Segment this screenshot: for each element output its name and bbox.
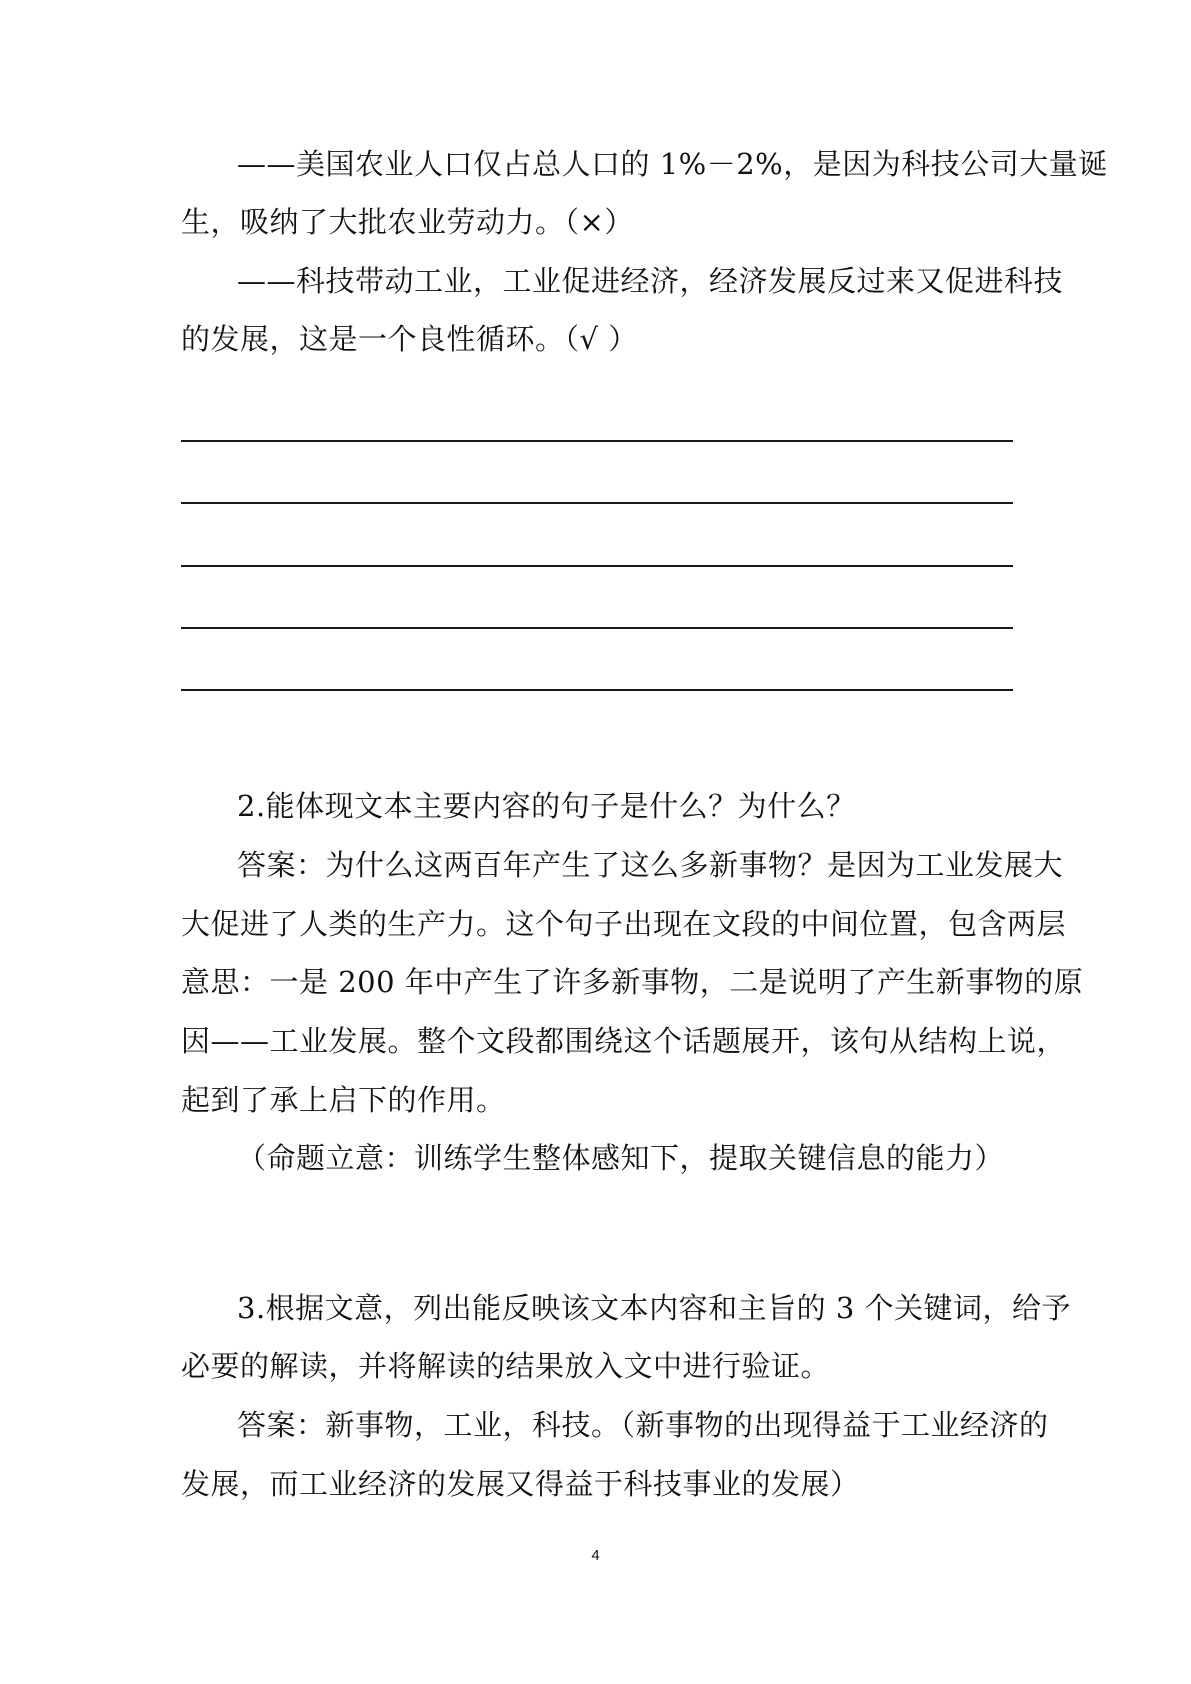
question-2: 2.能体现文本主要内容的句子是什么？为什么？: [237, 789, 856, 823]
question-3-answer-line-1: 答案：新事物，工业，科技。（新事物的出现得益于工业经济的: [237, 1408, 1049, 1442]
bullet-1-line-2: 生，吸纳了大批农业劳动力。（×）: [181, 205, 634, 239]
question-2-note: （命题立意：训练学生整体感知下，提取关键信息的能力）: [237, 1141, 1005, 1175]
answer-rule: [181, 627, 1013, 629]
bullet-2-line-1: ——科技带动工业，工业促进经济，经济发展反过来又促进科技: [237, 264, 1064, 298]
bullet-2-line-2: 的发展，这是一个良性循环。（√ ）: [181, 322, 638, 356]
answer-rule: [181, 502, 1013, 504]
bullet-1-line-1: ——美国农业人口仅占总人口的 1%－2%，是因为科技公司大量诞: [237, 147, 1108, 181]
answer-rule: [181, 689, 1013, 691]
answer-rule: [181, 565, 1013, 567]
question-2-answer-line-3: 意思：一是 200 年中产生了许多新事物，二是说明了产生新事物的原: [181, 965, 1084, 999]
question-3-answer-line-2: 发展，而工业经济的发展又得益于科技事业的发展）: [181, 1467, 860, 1501]
question-3-line-1: 3.根据文意，列出能反映该文本内容和主旨的 3 个关键词，给予: [237, 1291, 1072, 1325]
page-number: 4: [591, 1547, 600, 1564]
answer-rule: [181, 440, 1013, 442]
question-2-answer-line-4: 因——工业发展。整个文段都围绕这个话题展开，该句从结构上说，: [181, 1024, 1067, 1058]
question-3-line-2: 必要的解读，并将解读的结果放入文中进行验证。: [181, 1349, 831, 1383]
question-2-answer-line-1: 答案：为什么这两百年产生了这么多新事物？是因为工业发展大: [237, 848, 1064, 882]
question-2-answer-line-2: 大促进了人类的生产力。这个句子出现在文段的中间位置，包含两层: [181, 907, 1067, 941]
question-2-answer-line-5: 起到了承上启下的作用。: [181, 1083, 506, 1117]
